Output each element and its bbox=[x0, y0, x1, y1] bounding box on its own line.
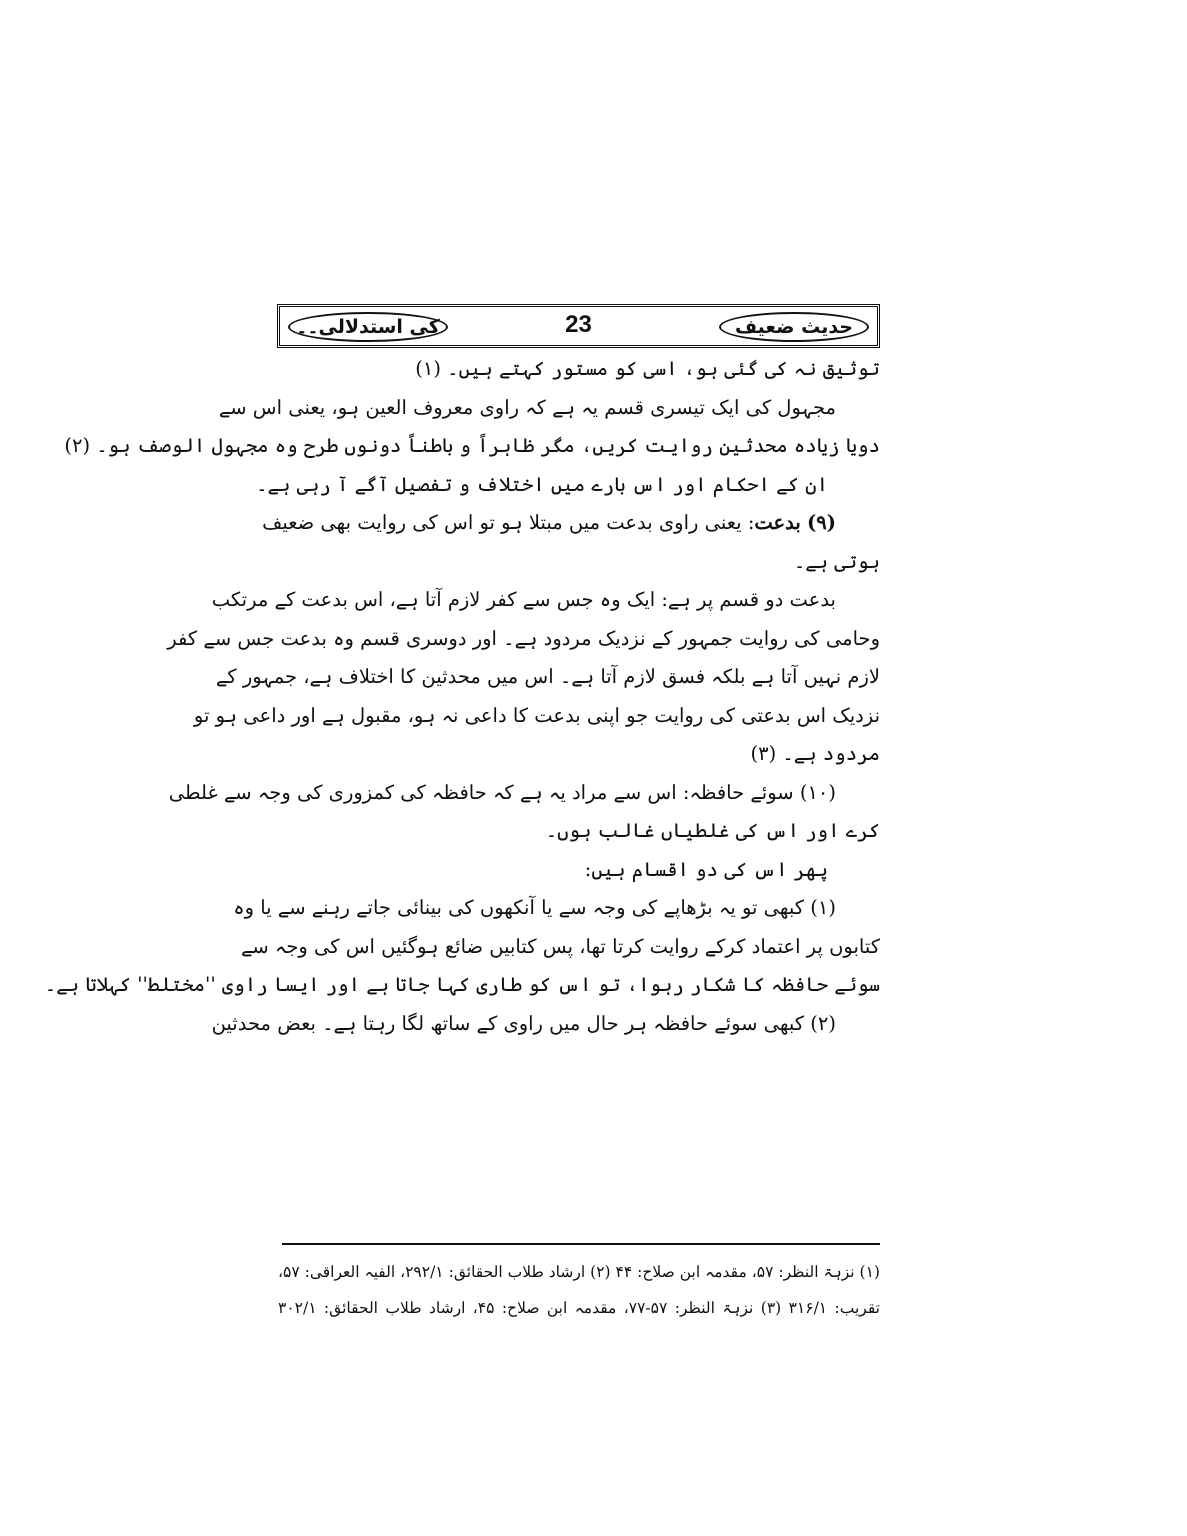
header-book-title bbox=[719, 312, 869, 342]
text-line: وحامی کی روایت جمہور کے نزدیک مردود ہے۔ اور دوسری قسم وہ بدعت جس سے کفر bbox=[167, 626, 880, 650]
text-line: کرے اور اس کی غلطیاں غالب ہوں۔ bbox=[545, 819, 880, 842]
text-line: سوئے حافظہ کا شکار رہوا، تو اس کو طاری کہا جاتا ہے اور ایسا راوی ''مختلط'' کہلاتا ہے۔ bbox=[44, 973, 880, 996]
header-subtitle bbox=[288, 312, 448, 342]
text-line: ہوتی ہے۔ bbox=[793, 549, 880, 573]
text-line: (۲) کبھی سوئے حافظہ ہر حال میں راوی کے ساتھ لگا رہتا ہے۔ بعض محدثین bbox=[211, 1011, 836, 1035]
text-line: مردود ہے۔ (۳) bbox=[750, 742, 880, 765]
text-line: توثیق نہ کی گئی ہو، اسی کو مستور کہتے ہیں۔ (۱) bbox=[415, 357, 880, 380]
footnotes bbox=[278, 1254, 880, 1326]
text-line: مجہول کی ایک تیسری قسم یہ ہے کہ راوی معروف العین ہو، یعنی اس سے bbox=[218, 395, 836, 419]
page-header bbox=[277, 304, 880, 348]
footnote-line: (۱) نزہۃ النظر: ۵۷، مقدمہ ابن صلاح: ۴۴ (۲) ارشاد طلاب الحقائق: ۲۹۲/۱، الفیہ العراقی: ۵۷، bbox=[278, 1263, 880, 1281]
text-line: لازم نہیں آتا ہے بلکہ فسق لازم آتا ہے۔ اس میں محدثین کا اختلاف ہے، جمہور کے bbox=[215, 665, 880, 688]
text-line: پھر اس کی دو اقسام ہیں: bbox=[584, 857, 828, 881]
heading-colon: : bbox=[747, 511, 755, 534]
text-line: کتابوں پر اعتماد کرکے روایت کرتا تھا، پس کتابیں ضائع ہوگئیں اس کی وجہ سے bbox=[240, 934, 880, 958]
text-line: ان کے احکام اور اس بارے میں اختلاف و تفصیل آگے آ رہی ہے۔ bbox=[256, 472, 828, 496]
heading-number: (۹) bbox=[807, 511, 836, 534]
text-line: (۱) کبھی تو یہ بڑھاپے کی وجہ سے یا آنکھوں کی بینائی جاتے رہنے سے یا وہ bbox=[233, 896, 836, 919]
heading-line-9 bbox=[262, 504, 880, 543]
heading-text: یعنی راوی بدعت میں مبتلا ہو تو اس کی روایت بھی ضعیف bbox=[262, 511, 742, 534]
footnote-line: تقریب: ۳۱۶/۱ (۳) نزہۃ النظر: ۵۷-۷۷، مقدمہ ابن صلاح: ۴۵، ارشاد طلاب الحقائق: ۳۰۲/۱ bbox=[278, 1299, 880, 1317]
header-book-title-text: حدیث ضعیف bbox=[735, 316, 853, 338]
header-subtitle-text: کی استدلالی۔۔ bbox=[296, 316, 440, 338]
text-line: نزدیک اس بدعتی کی روایت جو اپنی بدعت کا داعی نہ ہو، مقبول ہے اور داعی ہو تو bbox=[193, 703, 880, 727]
text-line: دویا زیادہ محدثین روایت کریں، مگر ظاہراً و باطناً دونوں طرح وہ مجہول الوصف ہو۔ (۲) bbox=[64, 434, 880, 457]
page-number: 23 bbox=[565, 311, 592, 338]
main-text bbox=[44, 350, 880, 1043]
heading-term: بدعت bbox=[754, 511, 801, 534]
text-line: بدعت دو قسم پر ہے: ایک وہ جس سے کفر لازم آتا ہے، اس بدعت کے مرتکب bbox=[211, 588, 836, 611]
footnote-divider bbox=[282, 1243, 880, 1245]
text-line: (۱۰) سوئے حافظہ: اس سے مراد یہ ہے کہ حافظہ کی کمزوری کی وجہ سے غلطی bbox=[168, 780, 836, 804]
